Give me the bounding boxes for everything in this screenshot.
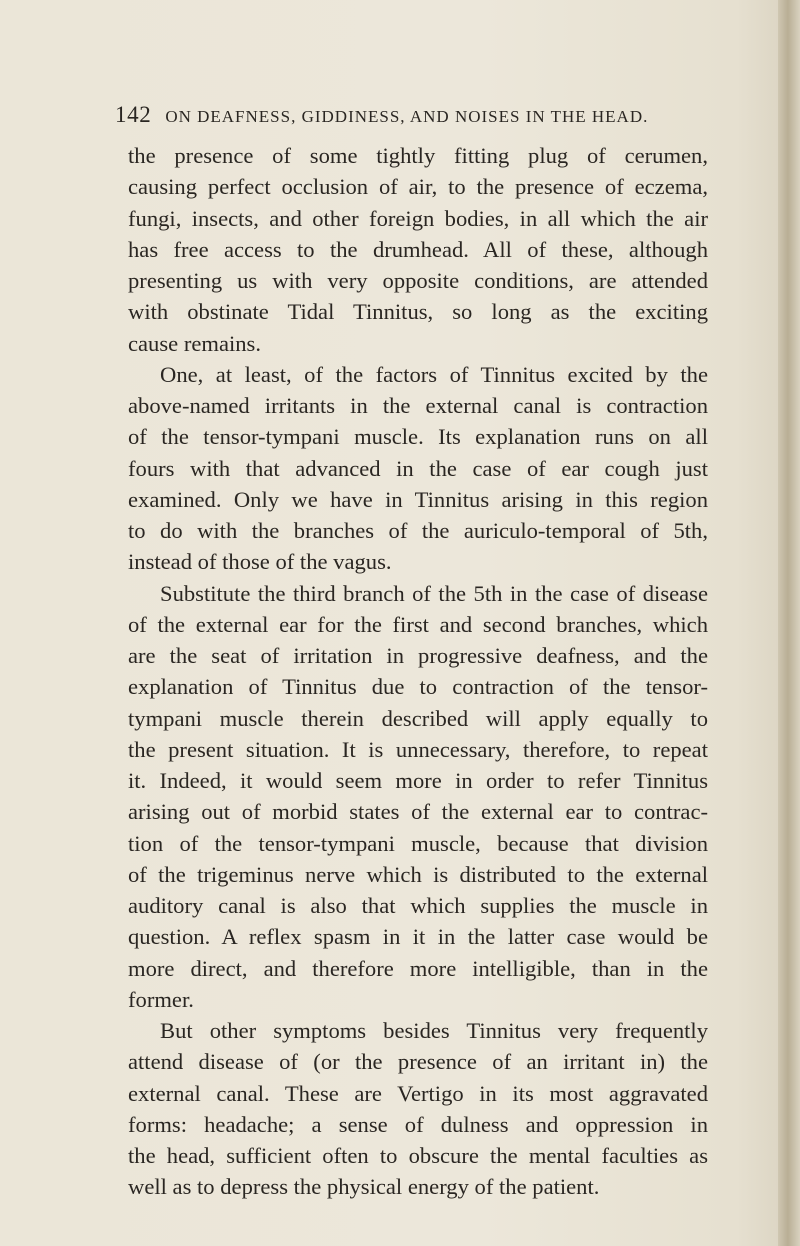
text-line: One, at least, of the factors of Tinnitus excited by the <box>160 361 708 387</box>
text-line: But other symptoms besides Tinnitus very frequently <box>160 1018 708 1043</box>
text-line: examined. Only we have in Tinnitus arising in this region <box>128 486 708 512</box>
text-line: of the tensor-tympani muscle. Its explanation runs on all <box>128 424 708 450</box>
text-line: fungi, insects, and other foreign bodies, in all which the air <box>128 205 708 231</box>
text-line: the presence of some tightly fitting plug of cerumen, <box>128 143 708 168</box>
text-line: well as to depress the physical energy of the patient. <box>128 1174 600 1200</box>
text-line: attend disease of (or the presence of an irritant in) the <box>128 1049 708 1075</box>
body-text <box>128 140 708 1203</box>
text-line: of the external ear for the first and second branches, which <box>128 611 708 637</box>
text-line: more direct, and therefore more intelligible, than in the <box>128 955 708 981</box>
running-header <box>115 102 735 128</box>
page-binding-edge <box>778 0 800 1246</box>
text-line: causing perfect occlusion of air, to the presence of eczema, <box>128 174 708 200</box>
text-line: question. A reflex spasm in it in the latter case would be <box>128 924 708 950</box>
running-title: ON DEAFNESS, GIDDINESS, AND NOISES IN THE HEAD. <box>165 107 649 126</box>
text-line: arising out of morbid states of the external ear to contrac- <box>128 799 708 825</box>
text-line: has free access to the drumhead. All of these, although <box>128 236 708 262</box>
text-line: fours with that advanced in the case of ear cough just <box>128 455 708 481</box>
text-line: explanation of Tinnitus due to contraction of the tensor- <box>128 674 708 700</box>
text-line: it. Indeed, it would seem more in order to refer Tinnitus <box>128 768 708 793</box>
text-line: the present situation. It is unnecessary, therefore, to repeat <box>128 736 708 762</box>
text-line: the head, sufficient often to obscure the mental faculties as <box>128 1143 708 1168</box>
page-number: 142 <box>115 102 152 127</box>
text-line: forms: headache; a sense of dulness and oppression in <box>128 1111 708 1137</box>
text-line: Substitute the third branch of the 5th in the case of disease <box>160 580 708 606</box>
text-line: former. <box>128 986 194 1012</box>
text-line: cause remains. <box>128 330 261 356</box>
text-line: above-named irritants in the external canal is contraction <box>128 393 708 418</box>
text-line: tion of the tensor-tympani muscle, because that division <box>128 830 708 856</box>
text-line: instead of those of the vagus. <box>128 549 392 575</box>
text-line: tympani muscle therein described will apply equally to <box>128 705 708 731</box>
text-line: are the seat of irritation in progressive deafness, and the <box>128 643 708 668</box>
text-line: external canal. These are Vertigo in its most aggravated <box>128 1080 708 1106</box>
text-line: of the trigeminus nerve which is distributed to the external <box>128 861 708 887</box>
text-line: with obstinate Tidal Tinnitus, so long as the exciting <box>128 299 708 325</box>
text-line: auditory canal is also that which supplies the muscle in <box>128 893 708 918</box>
text-line: to do with the branches of the auriculo-temporal of 5th, <box>128 518 708 543</box>
text-line: presenting us with very opposite conditions, are attended <box>128 268 708 293</box>
